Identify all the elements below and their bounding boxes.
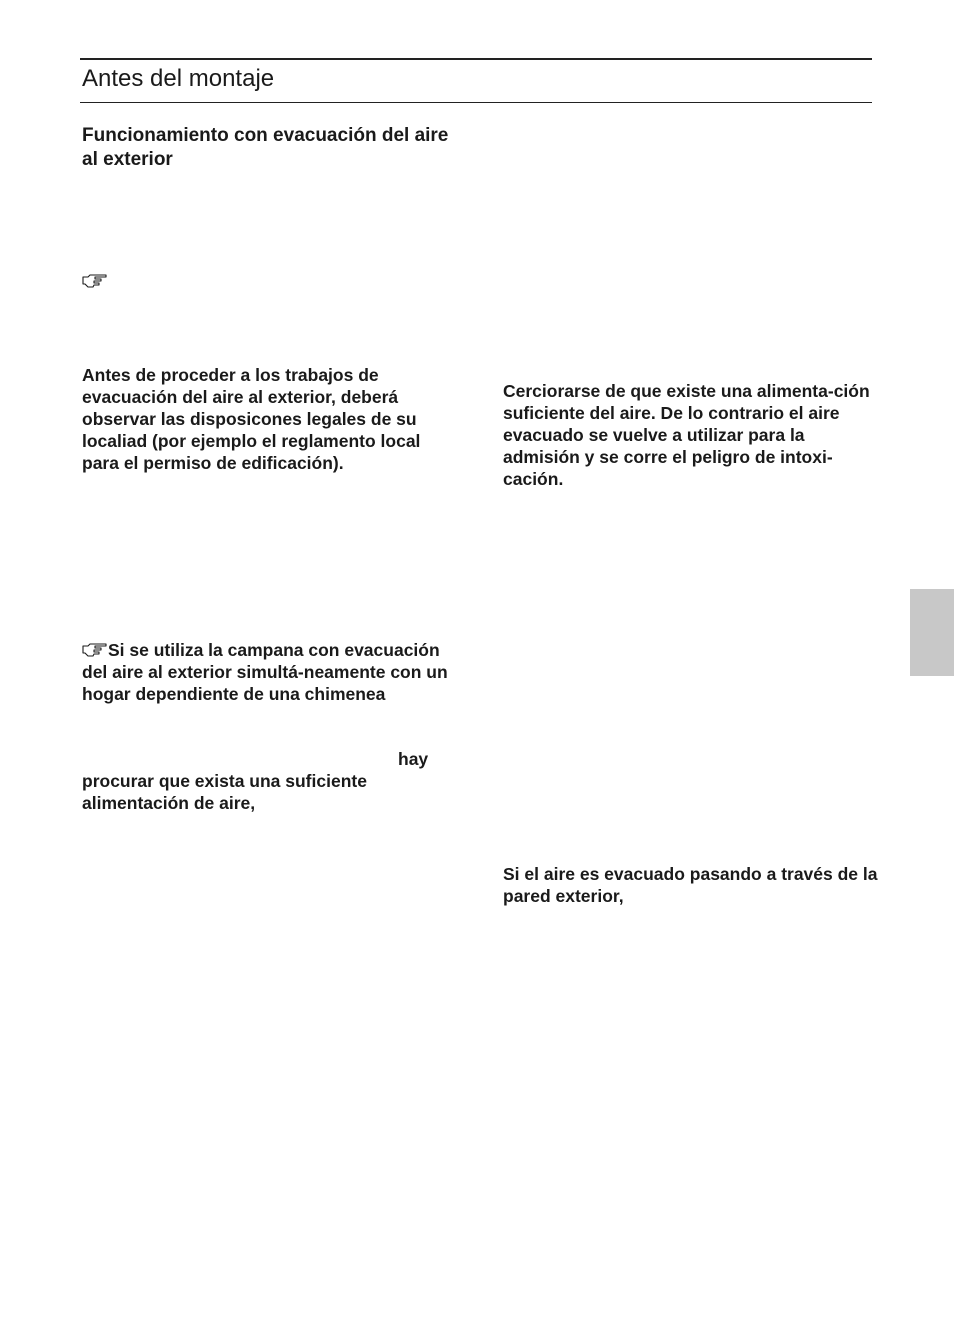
air-supply-paragraph: procurar que exista una suficiente alimentación de aire, xyxy=(82,771,367,813)
language-side-tab xyxy=(910,589,954,676)
pointing-hand-icon xyxy=(82,274,108,288)
exterior-wall-paragraph: Si el aire es evacuado pasando a través de la pared exterior, xyxy=(503,864,878,906)
pointing-hand-icon xyxy=(82,643,108,657)
page-title: Antes del montaje xyxy=(82,65,275,92)
section-heading: Funcionamiento con evacuación del aire al exterior xyxy=(82,125,449,170)
fragment-hay: hay xyxy=(398,749,429,769)
chimney-note-paragraph xyxy=(82,639,462,705)
header-bottom-rule xyxy=(80,102,872,103)
header-top-rule xyxy=(80,58,872,60)
chimney-note-text: Si se utiliza la campana con evacuación del aire al exterior simultá-neamente con un hogar dependiente de una chimenea xyxy=(82,640,448,704)
legal-regulations-paragraph: Antes de proceder a los trabajos de evacuación del aire al exterior, deberá observar las disposicones legales de su localiad (por ejemplo el reglamento local para el permiso de edificación). xyxy=(82,365,421,473)
air-supply-warning-paragraph: Cerciorarse de que existe una alimenta-ción suficiente del aire. De lo contrario el aire evacuado se vuelve a utilizar para la admisión y se corre el peligro de intoxi-cación. xyxy=(503,381,870,489)
